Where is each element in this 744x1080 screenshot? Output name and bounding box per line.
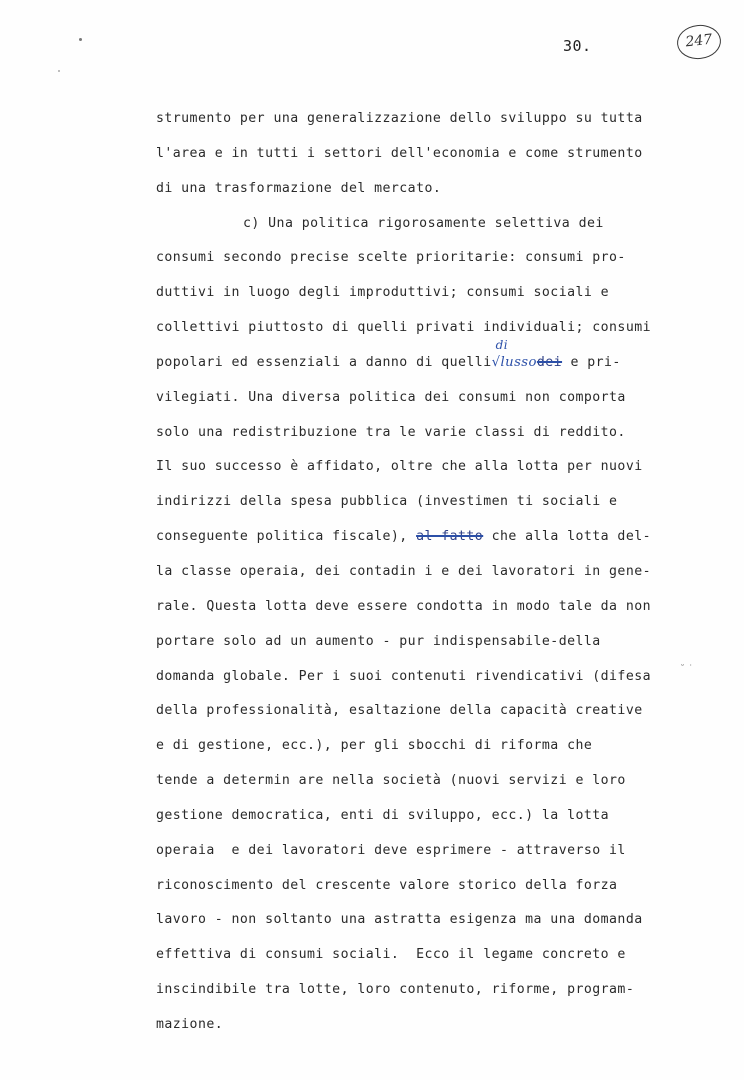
text-line: vilegiati. Una diversa politica dei consumi non comporta bbox=[156, 389, 626, 405]
text-line: rale. Questa lotta deve essere condotta in modo tale da non bbox=[156, 598, 651, 614]
typewritten-text bbox=[156, 108, 696, 1049]
text-line-with-strike bbox=[156, 526, 696, 561]
text-line: strumento per una generalizzazione dello sviluppo su tutta bbox=[156, 111, 643, 126]
text-line: tende a determin are nella società (nuovi servizi e loro bbox=[156, 773, 626, 789]
handwritten-correction bbox=[491, 337, 563, 374]
text-line: di una trasformazione del mercato. bbox=[156, 180, 442, 196]
text-segment: popolari ed essenziali a danno di quelli bbox=[156, 354, 492, 370]
paper-speck bbox=[79, 38, 82, 41]
text-segment: e pri- bbox=[562, 354, 621, 370]
text-line: della professionalità, esaltazione della capacità creative bbox=[156, 703, 643, 719]
archive-stamp: 247 bbox=[675, 23, 722, 61]
text-segment: che alla lotta del- bbox=[483, 529, 651, 545]
text-line: lavoro - non soltanto una astratta esigenza ma una domanda bbox=[156, 912, 643, 928]
handwritten-insertion: di bbox=[495, 337, 509, 352]
text-line-with-correction bbox=[156, 337, 696, 387]
text-line: Il suo successo è affidato, oltre che alla lotta per nuovi bbox=[156, 459, 643, 475]
handwritten-word: √lusso bbox=[491, 354, 537, 370]
struck-phrase: al fatto bbox=[416, 529, 484, 545]
struck-word: dei bbox=[536, 354, 563, 370]
text-line: collettivi piuttosto di quelli privati individuali; consumi bbox=[156, 320, 651, 336]
text-line: e di gestione, ecc.), per gli sbocchi di riforma che bbox=[156, 738, 593, 754]
margin-mark: ˘ ˙ bbox=[680, 664, 694, 675]
text-segment: conseguente politica fiscale), bbox=[156, 529, 408, 545]
text-line: effettiva di consumi sociali. Ecco il legame concreto e bbox=[156, 947, 626, 963]
text-line: mazione. bbox=[156, 1016, 224, 1032]
text-line: gestione democratica, enti di sviluppo, ecc.) la lotta bbox=[156, 807, 610, 823]
text-line: operaia e dei lavoratori deve esprimere - attraverso il bbox=[156, 842, 626, 858]
text-line: indirizzi della spesa pubblica (investimen ti sociali e bbox=[156, 494, 618, 510]
text-line: inscindibile tra lotte, loro contenuto, riforme, program- bbox=[156, 982, 635, 998]
text-line: riconoscimento del crescente valore storico della forza bbox=[156, 877, 618, 893]
text-line: c) Una politica rigorosamente selettiva dei bbox=[243, 215, 604, 231]
text-line: la classe operaia, dei contadin i e dei lavoratori in gene- bbox=[156, 563, 651, 579]
page-number: 30. bbox=[563, 37, 592, 55]
text-line: duttivi in luogo degli improduttivi; consumi sociali e bbox=[156, 285, 610, 301]
text-line: domanda globale. Per i suoi contenuti rivendicativi (difesa bbox=[156, 668, 651, 684]
paper-speck bbox=[58, 70, 60, 72]
text-line: l'area e in tutti i settori dell'economia e come strumento bbox=[156, 145, 643, 161]
text-line: portare solo ad un aumento - pur indispensabile-della bbox=[156, 633, 601, 649]
text-line: solo una redistribuzione tra le varie classi di reddito. bbox=[156, 424, 626, 440]
text-line: consumi secondo precise scelte prioritarie: consumi pro- bbox=[156, 250, 626, 266]
